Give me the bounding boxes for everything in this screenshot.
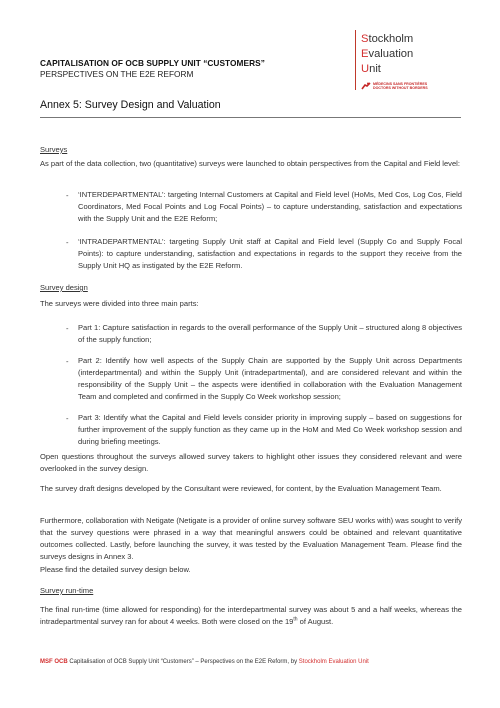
paragraph-open-questions: Open questions throughout the surveys allowed survey takers to highlight other issues they considered relevant and were overlooked in the survey design. <box>40 452 462 473</box>
paragraph-draft-review: The survey draft designs developed by the Consultant were reviewed, for content, by the Evaluation Management Team. <box>40 484 442 493</box>
survey-runtime-heading: Survey run-time <box>40 586 94 595</box>
surveys-bullet-interdepartmental: ‘INTERDEPARTMENTAL’: targeting Internal Customers at Capital and Field level (HoMs, Med Cos, Log Cos, Field Coordinators, Med Focal Points and Log Focal Points) – to capture understanding, satisfaction and expectations with the Supply Unit and the E2E Reform; <box>78 190 462 223</box>
bullet-dash: - <box>66 324 69 333</box>
survey-design-intro: The surveys were divided into three main parts: <box>40 299 199 308</box>
footer-author: Stockholm Evaluation Unit <box>298 659 369 665</box>
bullet-dash: - <box>66 238 69 247</box>
document-header-subtitle: PERSPECTIVES ON THE E2E REFORM <box>40 69 194 79</box>
bullet-dash: - <box>66 357 69 366</box>
bullet-dash: - <box>66 191 69 200</box>
footer-middle: Capitalisation of OCB Supply Unit “Customers” – Perspectives on the E2E Reform, by <box>67 659 299 665</box>
msf-logo-text: MÉDECINS SANS FRONTIÈRES DOCTORS WITHOUT BORDERS <box>373 82 428 90</box>
logo-word-stockholm: Stockholm <box>361 33 414 45</box>
paragraph-netigate: Furthermore, collaboration with Netigate (Netigate is a provider of online survey software SEU works with) was sought to verify that the survey questions were phrased in a way that meaningful answers could be obtained and relevant quantitative outcomes collected. Lastly, before launching the survey, it was tested by the Evaluation Management Team. Please find the surveys designs in Annex 3. <box>40 516 462 561</box>
section-divider <box>40 117 461 118</box>
surveys-heading: Surveys <box>40 145 68 154</box>
survey-design-part2: Part 2: Identify how well aspects of the Supply Chain are supported by the Supply Unit across Departments (interdepartmental) and within the Supply Unit (intradepartmental), and are considered relevant and within the responsibility of the Supply Unit – the aspects were identified in collaboration with the Evaluation Management Team and completed and confirmed in the Supply Co Week workshop session; <box>78 356 462 401</box>
document-header-title: CAPITALISATION OF OCB SUPPLY UNIT “CUSTOMERS” <box>40 58 265 68</box>
survey-runtime-text: The final run-time (time allowed for responding) for the interdepartmental survey was about 5 and a half weeks, whereas the intradepartmental survey ran for about 4 weeks. Both were closed on the 19th of August. <box>40 605 462 626</box>
logo-bar <box>355 30 356 90</box>
survey-design-heading: Survey design <box>40 283 88 292</box>
stockholm-evaluation-unit-logo <box>355 30 475 100</box>
logo-word-evaluation: Evaluation <box>361 48 414 60</box>
surveys-intro: As part of the data collection, two (quantitative) surveys were launched to obtain perspectives from the Capital and Field level: <box>40 159 460 168</box>
bullet-dash: - <box>66 414 69 423</box>
msf-runner-icon <box>361 82 371 90</box>
section-title: Annex 5: Survey Design and Valuation <box>40 99 221 111</box>
survey-design-part1: Part 1: Capture satisfaction in regards to the overall performance of the Supply Unit – structured along 8 objectives of the supply function; <box>78 323 462 344</box>
page-footer <box>40 659 462 665</box>
footer-org: MSF OCB <box>40 659 68 665</box>
logo-word-unit: Unit <box>361 63 381 75</box>
surveys-bullet-intradepartmental: ‘INTRADEPARTMENTAL’: targeting Supply Unit staff at Capital and Field level (Supply Co and Supply Focal Points): to capture understanding, satisfaction and expectations in regards to the support they receive from the Supply Unit HQ as instigated by the E2E Reform. <box>78 237 462 270</box>
paragraph-detailed-design: Please find the detailed survey design below. <box>40 565 191 574</box>
survey-design-part3: Part 3: Identify what the Capital and Field levels consider priority in improving supply – based on suggestions for further improvement of the supply function as they came up in the HoM and Med Co Week workshop session and during briefing meetings. <box>78 413 462 446</box>
